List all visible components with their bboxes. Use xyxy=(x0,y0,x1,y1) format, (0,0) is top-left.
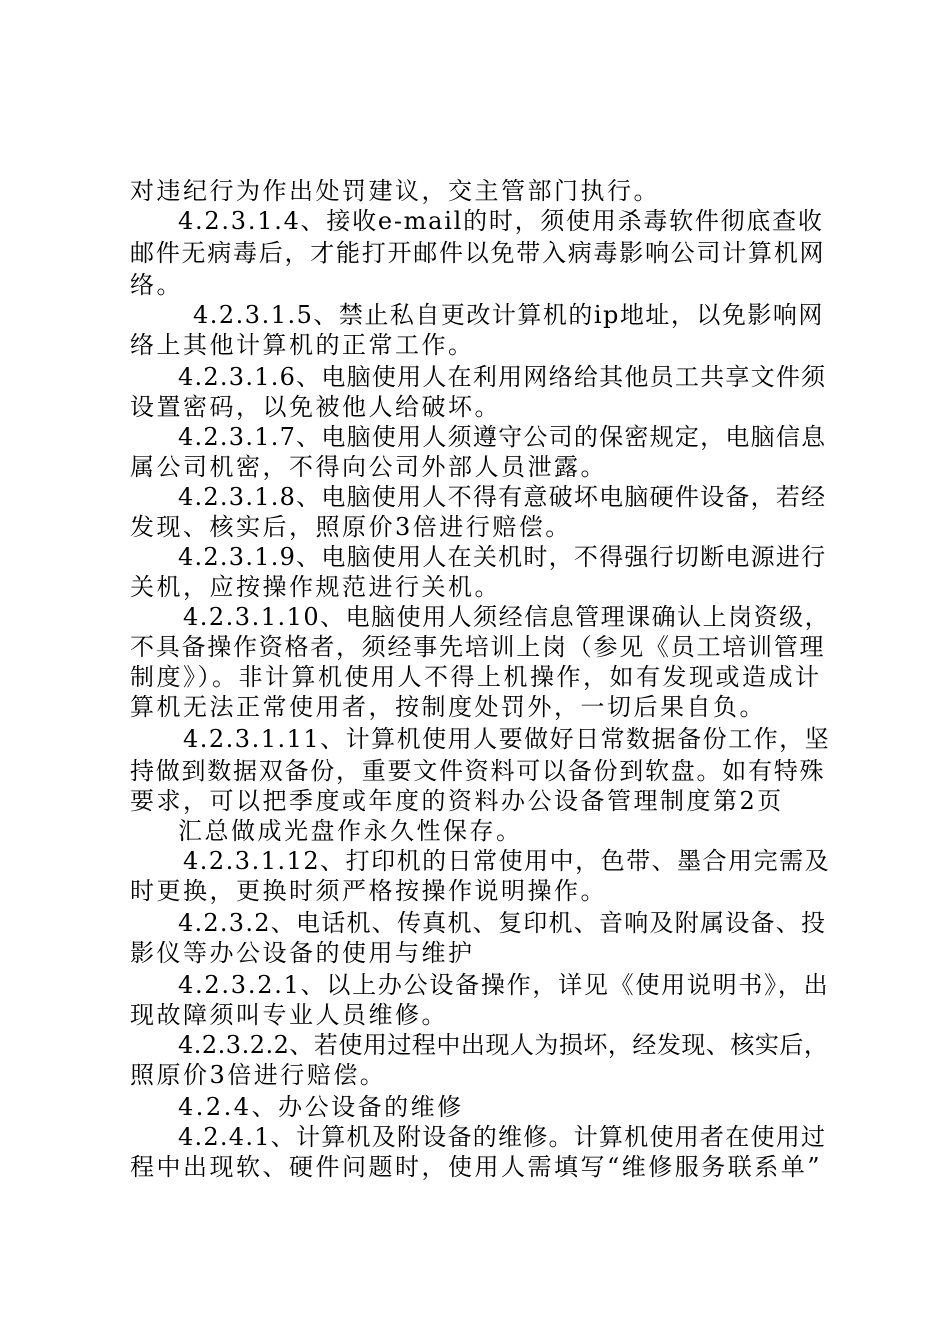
text-line: 制度》）。非计算机使用人不得上机操作，如有发现或造成计 xyxy=(130,663,822,691)
text-line: 时更换，更换时须严格按操作说明操作。 xyxy=(130,877,607,905)
text-line: 4.2.3.1.8、电脑使用人不得有意破坏电脑硬件设备，若经 xyxy=(178,483,827,511)
text-line: 络。 xyxy=(130,271,183,299)
text-line: 4.2.3.1.7、电脑使用人须遵守公司的保密规定，电脑信息 xyxy=(178,423,827,451)
text-line: 4.2.3.1.12、打印机的日常使用中，色带、墨合用完需及 xyxy=(183,847,831,875)
text-line: 关机，应按操作规范进行关机。 xyxy=(130,573,501,601)
text-line: 4.2.4、办公设备的维修 xyxy=(178,1093,464,1121)
text-line: 属公司机密，不得向公司外部人员泄露。 xyxy=(130,453,607,481)
text-line: 4.2.3.1.4、接收e-mail的时，须使用杀毒软件彻底查收 xyxy=(178,207,824,235)
text-line: 4.2.3.1.11、计算机使用人要做好日常数据备份工作，坚 xyxy=(183,725,831,753)
text-line: 影仪等办公设备的使用与维护 xyxy=(130,939,475,967)
text-line: 照原价3倍进行赔偿。 xyxy=(130,1061,387,1089)
text-line: 4.2.3.1.5、禁止私自更改计算机的ip地址，以免影响网 xyxy=(193,301,824,329)
text-line: 4.2.3.1.9、电脑使用人在关机时，不得强行切断电源进行 xyxy=(178,543,827,571)
text-line: 现故障须叫专业人员维修。 xyxy=(130,1001,448,1029)
text-line: 程中出现软、硬件问题时，使用人需填写“维修服务联系单” xyxy=(130,1153,823,1181)
text-line: 设置密码，以免被他人给破坏。 xyxy=(130,393,501,421)
text-line: 4.2.3.1.6、电脑使用人在利用网络给其他员工共享文件须 xyxy=(178,363,827,391)
text-line: 持做到数据双备份，重要文件资料可以备份到软盘。如有特殊 xyxy=(130,757,826,785)
text-line: 对违纪行为作出处罚建议，交主管部门执行。 xyxy=(130,177,660,205)
text-line: 4.2.3.2、电话机、传真机、复印机、音响及附属设备、投 xyxy=(178,909,827,937)
text-line: 络上其他计算机的正常工作。 xyxy=(130,331,475,359)
text-line: 邮件无病毒后，才能打开邮件以免带入病毒影响公司计算机网 xyxy=(130,239,826,267)
text-line: 4.2.3.1.10、电脑使用人须经信息管理课确认上岗资级， xyxy=(183,603,831,631)
text-line: 汇总做成光盘作永久性保存。 xyxy=(178,817,523,845)
text-line: 4.2.3.2.1、以上办公设备操作，详见《使用说明书》，出 xyxy=(178,971,830,999)
text-line: 4.2.3.2.2、若使用过程中出现人为损坏，经发现、核实后， xyxy=(178,1031,829,1059)
text-line: 要求，可以把季度或年度的资料办公设备管理制度第2页 xyxy=(130,787,784,815)
text-line: 发现、核实后，照原价3倍进行赔偿。 xyxy=(130,513,572,541)
text-line: 4.2.4.1、计算机及附设备的维修。计算机使用者在使用过 xyxy=(178,1123,827,1151)
text-line: 算机无法正常使用者，按制度处罚外，一切后果自负。 xyxy=(130,693,766,721)
text-line: 不具备操作资格者，须经事先培训上岗（参见《员工培训管理 xyxy=(130,633,826,661)
